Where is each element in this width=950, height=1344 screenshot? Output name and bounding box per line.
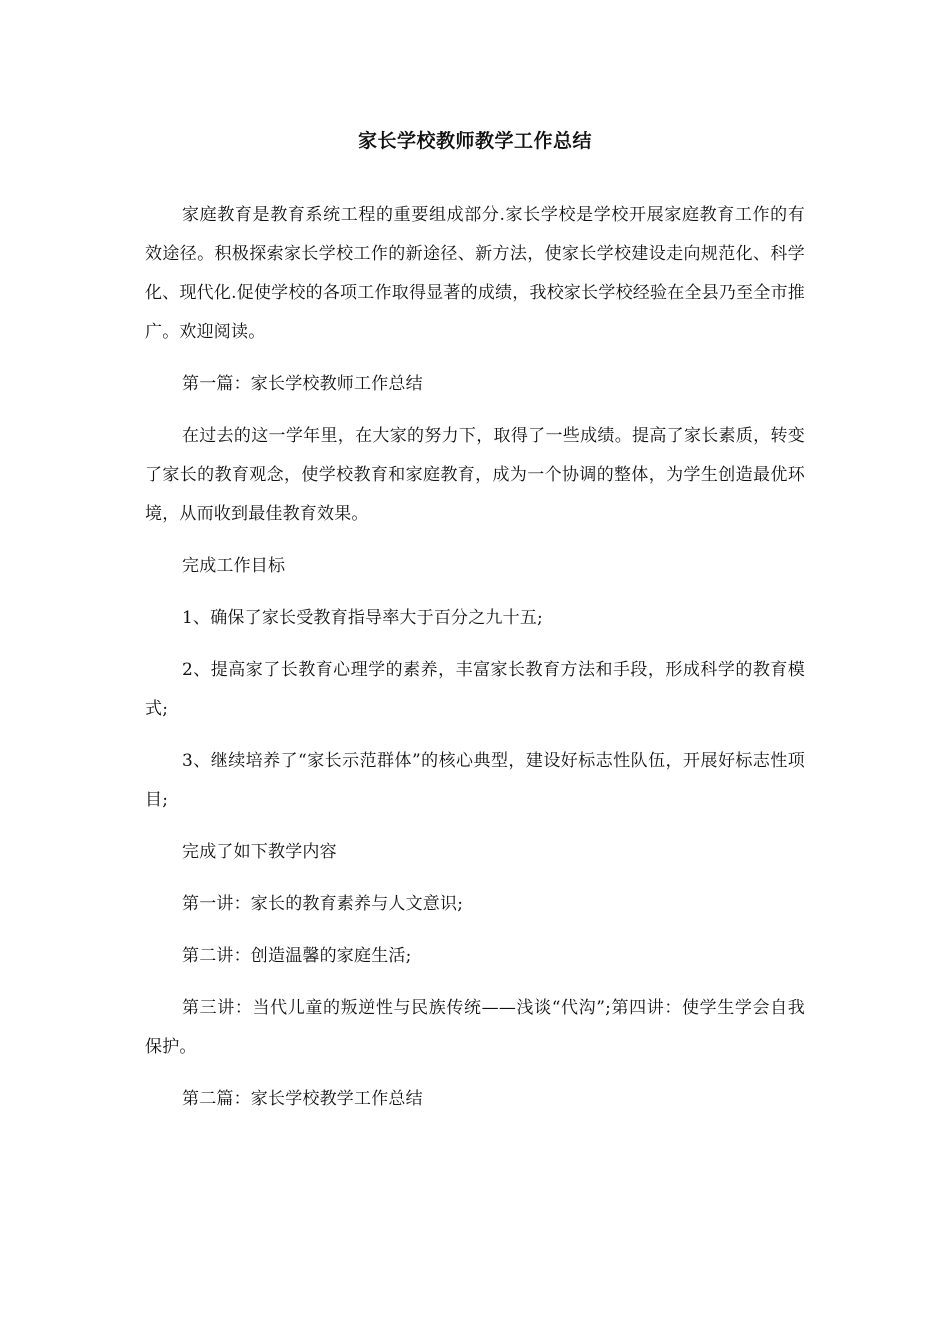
section-heading-part-one: 第一篇：家长学校教师工作总结 xyxy=(182,374,423,394)
content-heading: 完成了如下教学内容 xyxy=(182,842,337,862)
lecture-item-1: 第一讲：家长的教育素养与人文意识; xyxy=(182,894,464,914)
goal-item-1: 1、确保了家长受教育指导率大于百分之九十五; xyxy=(182,608,543,628)
document-title: 家长学校教师教学工作总结 xyxy=(357,130,592,152)
goal-item-2: 2、提高家了长教育心理学的素养，丰富家长教育方法和手段，形成科学的教育模式; xyxy=(145,660,805,719)
lecture-item-2: 第二讲：创造温馨的家庭生活; xyxy=(182,946,412,966)
achievement-paragraph: 在过去的这一学年里，在大家的努力下，取得了一些成绩。提高了家长素质，转变了家长的教育观念，使学校教育和家庭教育，成为一个协调的整体，为学生创造最优环境，从而收到最佳教育效果。 xyxy=(145,426,805,524)
intro-paragraph: 家庭教育是教育系统工程的重要组成部分.家长学校是学校开展家庭教育工作的有效途径。积极探索家长学校工作的新途径、新方法，使家长学校建设走向规范化、科学化、现代化.促使学校的各项工作取得显著的成绩，我校家长学校经验在全县乃至全市推广。欢迎阅读。 xyxy=(145,205,805,342)
lecture-item-3-4: 第三讲：当代儿童的叛逆性与民族传统——浅谈“代沟”;第四讲：使学生学会自我保护。 xyxy=(145,998,805,1057)
goal-item-3: 3、继续培养了“家长示范群体”的核心典型，建设好标志性队伍，开展好标志性项目; xyxy=(145,751,805,810)
document-body xyxy=(145,196,805,1132)
section-heading-part-two: 第二篇：家长学校教学工作总结 xyxy=(182,1089,423,1109)
goals-heading: 完成工作目标 xyxy=(182,556,286,576)
